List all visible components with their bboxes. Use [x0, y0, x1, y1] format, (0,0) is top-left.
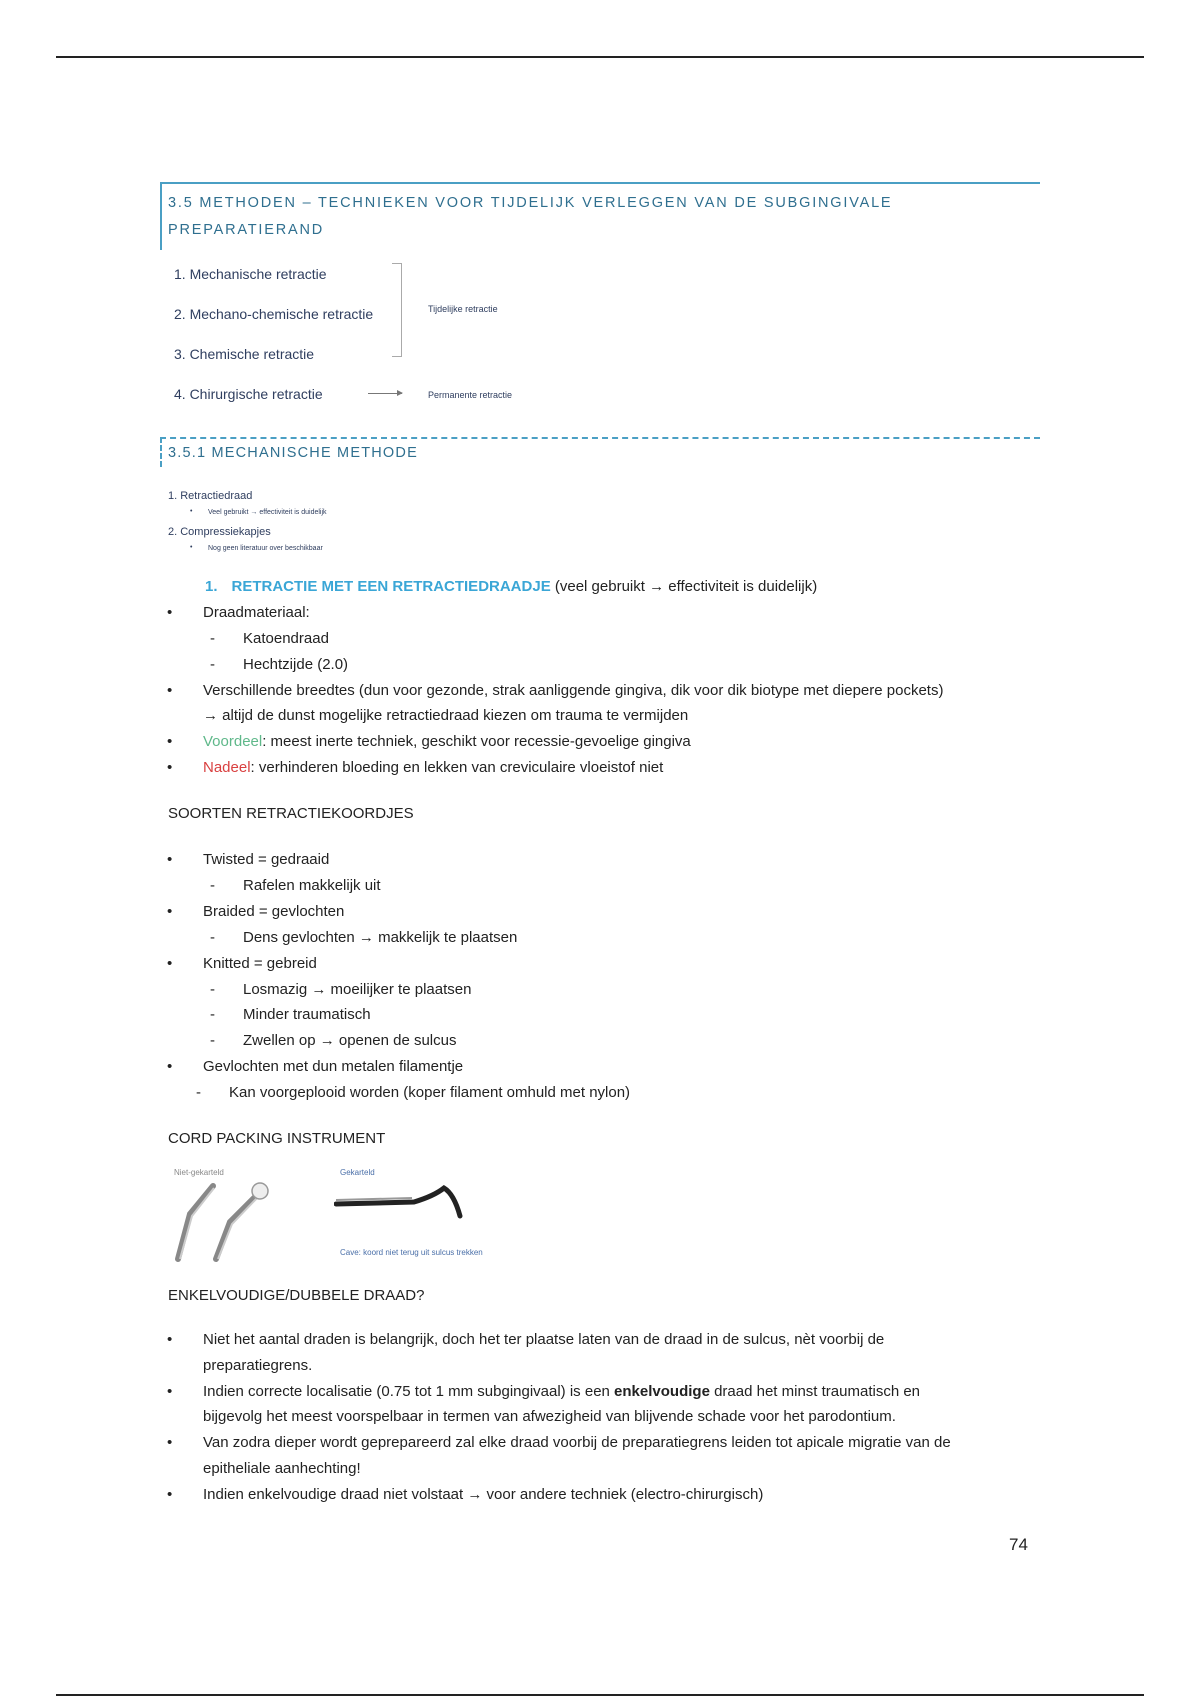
mini-item-2: 2. Compressiekapjes: [168, 526, 271, 538]
dash: -: [210, 929, 215, 946]
type-metal: Gevlochten met dun metalen filamentje: [203, 1058, 464, 1075]
type-twisted: Twisted = gedraaid: [203, 851, 330, 868]
enkel-title: ENKELVOUDIGE/DUBBELE DRAAD?: [168, 1287, 425, 1304]
bullet: •: [167, 682, 173, 699]
bullet: •: [167, 903, 173, 920]
voordeel-label: Voordeel: [203, 733, 263, 750]
dash: -: [210, 630, 215, 647]
instrument-image-icon: [168, 1164, 288, 1264]
img1-label: Niet-gekarteld: [174, 1168, 224, 1177]
dash: -: [210, 877, 215, 894]
enkel-p3-line2: epitheliale aanhechting!: [203, 1460, 361, 1477]
bullet: •: [167, 1058, 173, 1075]
subsection-title: 3.5.1 MECHANISCHE METHODE: [168, 445, 418, 461]
bottom-rule: [56, 1694, 1144, 1696]
bullet-breedtes-line1: Verschillende breedtes (dun voor gezonde, strak aanliggende gingiva, dik voor dik biotype met diepere pockets): [203, 682, 944, 699]
type-braided-sub: Dens gevlochten → makkelijk te plaatsen: [243, 929, 518, 946]
enkel-p2-c: draad het minst traumatisch en: [709, 1383, 921, 1400]
bullet: •: [167, 1331, 173, 1348]
mini-bullet: •: [190, 508, 193, 515]
heading-rest: (veel gebruikt → effectiviteit is duidelijk): [550, 578, 818, 595]
soorten-title: SOORTEN RETRACTIEKOORDJES: [168, 805, 414, 822]
dash: -: [210, 1006, 215, 1023]
dash: -: [210, 656, 215, 673]
mini-item-1: 1. Retractiedraad: [168, 490, 253, 502]
diagram-item-2: 2. Mechano-chemische retractie: [174, 306, 374, 322]
mini-item-2-sub: Nog geen literatuur over beschikbaar: [208, 545, 323, 552]
instrument-photo-2: [334, 1166, 504, 1262]
enkel-p2-line2: bijgevolg het meest voorspelbaar in termen van afwezigheid van blijvende schade voor het parodontium.: [203, 1408, 896, 1425]
nadeel-label: Nadeel: [203, 759, 251, 776]
bullet: •: [167, 1486, 173, 1503]
mini-bullet: •: [190, 544, 193, 551]
heading-retractiedraadje: [205, 578, 817, 595]
bullet-draadmateriaal: Draadmateriaal:: [203, 604, 310, 621]
dash: -: [210, 981, 215, 998]
enkel-p1-line1: Niet het aantal draden is belangrijk, doch het ter plaatse laten van de draad in de sulcus, nèt voorbij de: [203, 1331, 885, 1348]
bullet-nadeel: [203, 759, 663, 776]
dash: -: [210, 1032, 215, 1049]
section-title-line1: 3.5 METHODEN – TECHNIEKEN VOOR TIJDELIJK VERLEGGEN VAN DE SUBGINGIVALE: [168, 195, 893, 211]
sub-katoendraad: Katoendraad: [243, 630, 329, 647]
top-rule: [56, 56, 1144, 58]
cord-title: CORD PACKING INSTRUMENT: [168, 1130, 386, 1147]
enkel-p3-line1: Van zodra dieper wordt geprepareerd zal elke draad voorbij de preparatiegrens leiden tot apicale migratie van de: [203, 1434, 951, 1451]
enkel-p1-line2: preparatiegrens.: [203, 1357, 313, 1374]
enkel-p4: Indien enkelvoudige draad niet volstaat → voor andere techniek (electro-chirurgisch): [203, 1486, 764, 1503]
retraction-diagram: [170, 260, 530, 410]
nadeel-text: : verhinderen bloeding en lekken van creviculaire vloeistof niet: [250, 759, 664, 776]
dash: -: [196, 1084, 201, 1101]
temporary-label: Tijdelijke retractie: [428, 304, 498, 314]
page-number: 74: [1009, 1535, 1028, 1554]
enkel-p2-bold: enkelvoudige: [614, 1383, 710, 1400]
bullet: •: [167, 1434, 173, 1451]
diagram-item-3: 3. Chemische retractie: [174, 346, 315, 362]
bullet: •: [167, 1383, 173, 1400]
diagram-item-4: 4. Chirurgische retractie: [174, 386, 323, 402]
type-knitted-sub3: Zwellen op → openen de sulcus: [243, 1032, 457, 1049]
section-title-line2: PREPARATIERAND: [168, 222, 324, 238]
bullet: •: [167, 733, 173, 750]
arrow-right-icon: [368, 393, 402, 394]
type-knitted: Knitted = gebreid: [203, 955, 317, 972]
heading-number: 1.: [205, 578, 218, 595]
bullet: •: [167, 955, 173, 972]
permanent-label: Permanente retractie: [428, 390, 513, 400]
bullet-voordeel: [203, 733, 691, 750]
bullet: •: [167, 759, 173, 776]
enkel-p2-a: Indien correcte localisatie (0.75 tot 1 mm subgingivaal) is een: [203, 1383, 615, 1400]
instrument-photo-1: [168, 1164, 288, 1264]
mini-item-1-sub: Veel gebruikt → effectiviteit is duidelijk: [208, 509, 327, 516]
type-twisted-sub: Rafelen makkelijk uit: [243, 877, 381, 894]
type-knitted-sub2: Minder traumatisch: [243, 1006, 371, 1023]
type-braided: Braided = gevlochten: [203, 903, 345, 920]
brace-icon: [392, 263, 402, 357]
bullet: •: [167, 604, 173, 621]
bullet: •: [167, 851, 173, 868]
section-heading: [160, 182, 1040, 250]
enkel-p2-line1: [203, 1383, 920, 1400]
type-metal-sub: Kan voorgeplooid worden (koper filament omhuld met nylon): [229, 1084, 631, 1101]
diagram-item-1: 1. Mechanische retractie: [174, 266, 327, 282]
img2-caption: Cave: koord niet terug uit sulcus trekken: [340, 1248, 483, 1257]
type-knitted-sub1: Losmazig → moeilijker te plaatsen: [243, 981, 472, 998]
subsection-heading: [160, 437, 1040, 467]
voordeel-text: : meest inerte techniek, geschikt voor recessie-gevoelige gingiva: [262, 733, 691, 750]
sub-hechtzijde: Hechtzijde (2.0): [243, 656, 349, 673]
heading-title: RETRACTIE MET EEN RETRACTIEDRAADJE: [231, 578, 551, 595]
img2-label: Gekarteld: [340, 1168, 375, 1177]
bullet-breedtes-line2: → altijd de dunst mogelijke retractiedraad kiezen om trauma te vermijden: [203, 707, 689, 724]
